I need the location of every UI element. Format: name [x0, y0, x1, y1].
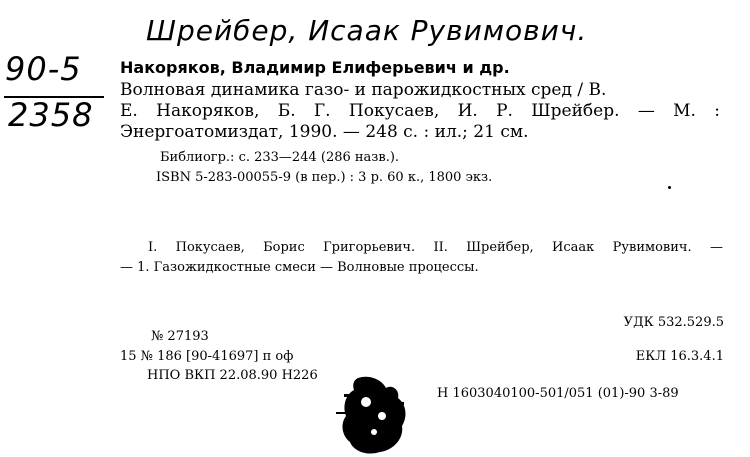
order-line: 15 № 186 [90-41697] п оф: [120, 349, 294, 364]
title-line-2: Е. Накоряков, Б. Г. Покусаев, И. Р. Шрейбер. — М. :: [120, 101, 720, 121]
udk-code: УДК 532.529.5: [623, 315, 724, 330]
tracings-line-2: — 1. Газожидкостные смеси — Волновые процессы.: [120, 260, 479, 275]
bibliography-note: Библиогр.: с. 233—244 (286 назв.).: [160, 150, 400, 165]
title-description: [120, 80, 720, 143]
title-line-1: Волновая динамика газо- и парожидкостных сред / В.: [120, 80, 607, 100]
isbn-line: ISBN 5-283-00055-9 (в пер.) : 3 р. 60 к., 1800 экз.: [156, 170, 493, 185]
ink-blot: [330, 372, 420, 457]
card-number: № 27193: [151, 329, 209, 344]
handwritten-shelf-code: 90-5: [5, 50, 82, 88]
npo-line: НПО ВКП 22.08.90 Н226: [147, 368, 318, 383]
handwritten-inventory-number: 2358: [8, 96, 94, 134]
title-line-3: Энергоатомиздат, 1990. — 248 с. : ил.; 21 см.: [120, 122, 529, 142]
h-code-line: Н 1603040100-501/051 (01)-90 3-89: [437, 386, 679, 401]
author-heading: Накоряков, Владимир Елиферьевич и др.: [120, 58, 510, 77]
tracings-line-1: I. Покусаев, Борис Григорьевич. II. Шрейбер, Исаак Рувимович. —: [148, 240, 723, 255]
ekl-code: ЕКЛ 16.3.4.1: [635, 349, 724, 364]
handwritten-note: Шрейбер, Исаак Рувимович.: [146, 14, 588, 47]
speck: [668, 186, 671, 189]
